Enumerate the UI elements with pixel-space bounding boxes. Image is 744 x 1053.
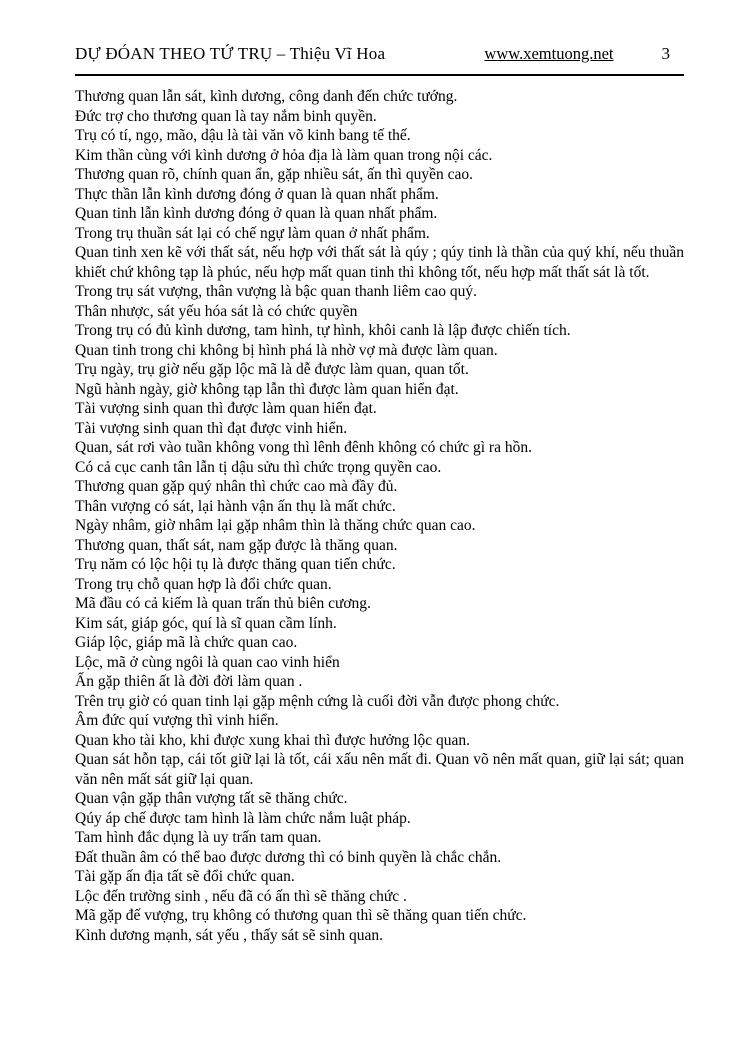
page-header — [75, 44, 684, 64]
body-paragraph: Tài vượng sinh quan thì được làm quan hiển đạt. — [75, 400, 377, 417]
website-link[interactable]: www.xemtuong.net — [484, 44, 614, 63]
body-paragraph: Quan tinh xen kẽ với thất sát, nếu hợp với thất sát là qúy ; qúy tinh là thần của quý khí, nếu thuần khiết chứ không tạp là phúc, nếu hợp mất quan tinh thì không tốt, nếu hợp mất thất sát là tốt. — [75, 244, 684, 281]
body-paragraph: Thương quan gặp quý nhân thì chức cao mà đầy đủ. — [75, 478, 398, 495]
body-paragraph: Trong trụ sát vượng, thân vượng là bậc quan thanh liêm cao quý. — [75, 283, 477, 300]
body-paragraph: Quan vận gặp thân vượng tất sẽ thăng chức. — [75, 790, 348, 807]
body-paragraph: Ngũ hành ngày, giờ không tạp lẫn thì được làm quan hiển đạt. — [75, 380, 459, 398]
body-text — [75, 87, 684, 945]
body-paragraph: Mã đầu có cả kiếm là quan trấn thủ biên cương. — [75, 595, 371, 612]
body-paragraph: Đức trợ cho thương quan là tay nắm binh quyền. — [75, 107, 377, 125]
body-paragraph: Đất thuần âm có thể bao được dương thì có binh quyền là chắc chắn. — [75, 848, 502, 866]
body-paragraph: Trong trụ thuần sát lại có chế ngự làm quan ở nhất phẩm. — [75, 224, 430, 242]
body-paragraph: Ngày nhâm, giờ nhâm lại gặp nhâm thìn là thăng chức quan cao. — [75, 517, 476, 534]
body-paragraph: Trong trụ chỗ quan hợp là đổi chức quan. — [75, 575, 332, 593]
body-paragraph: Tam hình đắc dụng là uy trấn tam quan. — [75, 829, 322, 846]
body-paragraph: Kim thần cùng với kình dương ở hỏa địa là làm quan trong nội các. — [75, 146, 493, 164]
body-paragraph: Quan tinh trong chi không bị hình phá là nhờ vợ mà được làm quan. — [75, 341, 498, 359]
body-paragraph: Quan tinh lẫn kình dương đóng ở quan là quan nhất phẩm. — [75, 205, 438, 222]
body-paragraph: Quan, sát rơi vào tuần không vong thì lênh đênh không có chức gì ra hồn. — [75, 439, 532, 456]
body-paragraph: Tài vượng sinh quan thì đạt được vinh hiển. — [75, 419, 348, 437]
body-paragraph: Trụ năm có lộc hội tụ là được thăng quan tiến chức. — [75, 556, 396, 573]
body-paragraph: Ấn gặp thiên ất là đời đời làm quan . — [75, 673, 303, 690]
body-paragraph: Kim sát, giáp góc, quí là sĩ quan cầm lính. — [75, 614, 337, 632]
body-paragraph: Qúy áp chế được tam hình là làm chức nắm luật pháp. — [75, 809, 411, 827]
body-paragraph: Thương quan rõ, chính quan ẩn, gặp nhiều sát, ấn thì quyền cao. — [75, 166, 473, 183]
body-paragraph: Giáp lộc, giáp mã là chức quan cao. — [75, 634, 298, 651]
body-paragraph: Thân vượng có sát, lại hành vận ấn thụ là mất chức. — [75, 497, 396, 515]
body-paragraph: Trụ có tí, ngọ, mão, dậu là tài văn võ kinh bang tế thế. — [75, 127, 411, 144]
body-paragraph: Mã gặp đế vượng, trụ không có thương quan thì sẽ thăng quan tiến chức. — [75, 907, 527, 924]
header-divider — [75, 74, 684, 76]
body-paragraph: Có cả cục canh tân lẫn tị dậu sửu thì chức trọng quyền cao. — [75, 458, 442, 476]
body-paragraph: Âm đức quí vượng thì vinh hiển. — [75, 712, 279, 729]
body-paragraph: Thực thần lẫn kình dương đóng ở quan là quan nhất phẩm. — [75, 185, 439, 203]
body-paragraph: Quan kho tài kho, khi được xung khai thì được hưởng lộc quan. — [75, 731, 471, 749]
body-paragraph: Thương quan, thất sát, nam gặp được là thăng quan. — [75, 536, 398, 554]
document-title: DỰ ĐÓAN THEO TỨ TRỤ – Thiệu Vĩ Hoa — [75, 44, 386, 63]
body-paragraph: Kình dương mạnh, sát yếu , thấy sát sẽ sinh quan. — [75, 926, 384, 944]
body-paragraph: Thương quan lẫn sát, kình dương, công danh đến chức tướng. — [75, 88, 458, 105]
body-paragraph: Tài gặp ấn địa tất sẽ đổi chức quan. — [75, 868, 295, 885]
body-paragraph: Trên trụ giờ có quan tinh lại gặp mệnh cứng là cuối đời vẫn được phong chức. — [75, 692, 560, 710]
body-paragraph: Lộc, mã ở cùng ngôi là quan cao vinh hiển — [75, 653, 340, 671]
page-number: 3 — [661, 44, 670, 63]
body-paragraph: Trong trụ có đủ kình dương, tam hình, tự hình, khôi canh là lập được chiến tích. — [75, 322, 571, 339]
body-paragraph: Trụ ngày, trụ giờ nếu gặp lộc mã là dễ được làm quan, quan tốt. — [75, 361, 469, 378]
body-paragraph: Lộc đến trường sinh , nếu đã có ấn thì sẽ thăng chức . — [75, 887, 407, 905]
body-paragraph: Thân nhược, sát yếu hóa sát là có chức quyền — [75, 302, 358, 320]
body-paragraph: Quan sát hỗn tạp, cái tốt giữ lại là tốt, cái xấu nên mất đi. Quan võ nên mất quan, giữ lại sát; quan văn nên mất sát giữ lại quan. — [75, 751, 684, 788]
